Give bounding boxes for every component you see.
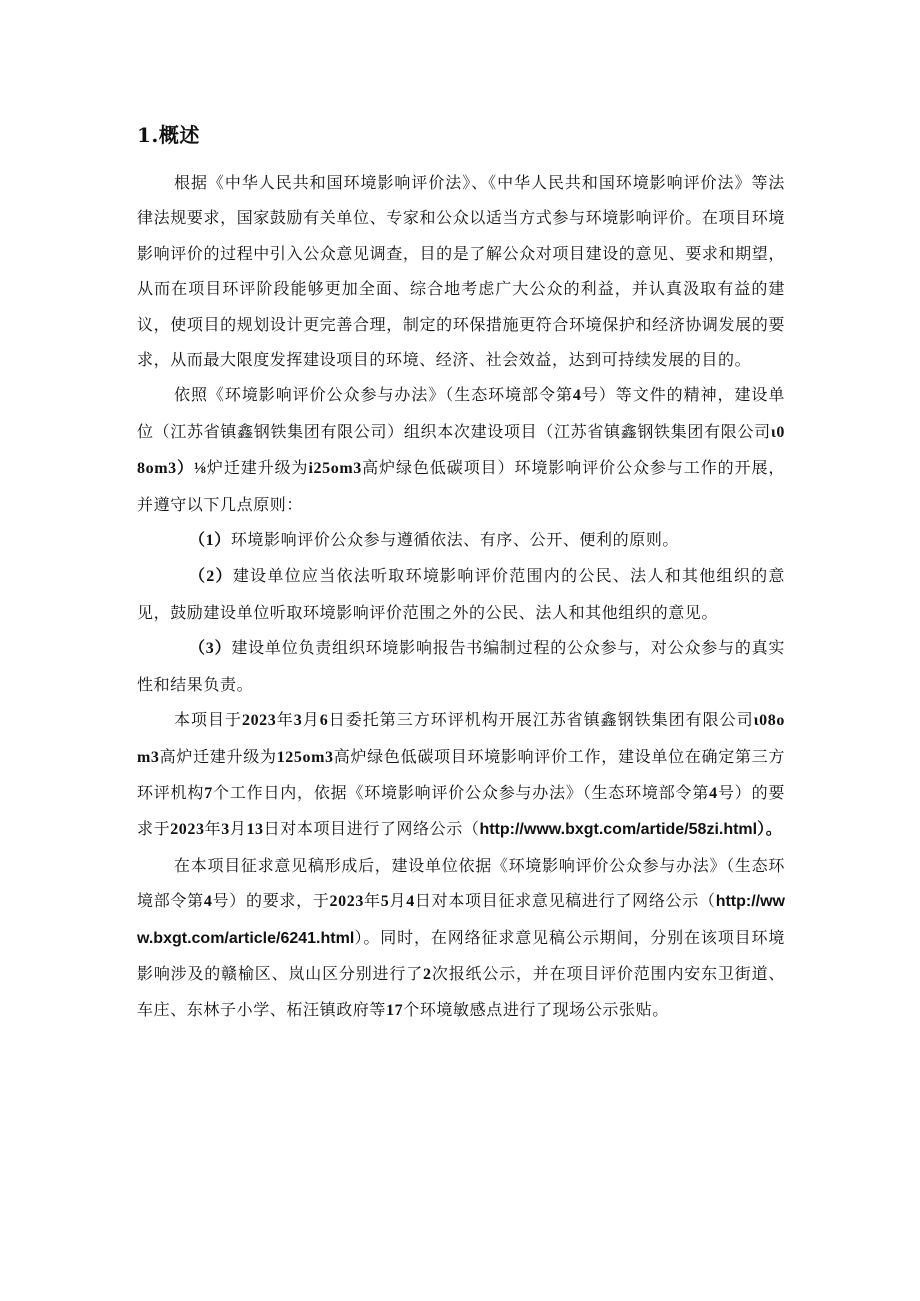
document-body [137,165,785,1029]
date-year: 2023 [170,821,205,839]
text-span: 本项目于 [174,710,242,730]
principle-number: （1） [189,532,231,550]
date-year: 2023 [241,712,277,730]
text-span: 在本项目征求意见稿形成后，建设单位依据《环境影响评价公众参与办法》（生态环境部令第 [137,855,785,911]
principle-text: 建设单位应当依法听取环境影响评价范围内的公民、法人和其他组织的意见，鼓励建设单位听取环境影响评价范围之外的公民、法人和其他组织的意见。 [137,566,785,622]
text-span: 月 [302,710,320,730]
project-volume: ι08om3）⅛ [137,423,785,478]
principle-number: （2） [189,568,233,586]
basis-paragraph [137,377,785,522]
text-span: 年 [204,819,222,839]
date-day: 6 [319,712,329,730]
decree-number: 4 [572,387,582,405]
text-span: 个环境敏感点进行了现场公示张贴。 [403,1000,669,1020]
text-span: 日对本项目进行了网络公示（ [263,819,480,839]
second-publication-paragraph [137,848,785,1029]
text-span: 年 [363,891,381,911]
principle-item [137,630,785,702]
text-span: 年 [276,710,294,730]
principle-number: （3） [189,640,232,658]
text-span: 月 [389,891,407,911]
intro-paragraph: 根据《中华人民共和国环境影响评价法》、《中华人民共和国环境影响评价法》等法律法规要求，国家鼓励有关单位、专家和公众以适当方式参与环境影响评价。在项目环境影响评价的过程中引入公众意见调查，目的是了解公众对项目建设的意见、要求和期望，从而在项目环评阶段能够更加全面、综合地考虑广大公众的利益，并认真汲取有益的建议，使项目的规划设计更完善合理，制定的环保措施更符合环境保护和经济协调发展的要求，从而最大限度发挥建设项目的环境、经济、社会效益，达到可持续发展的目的。 [137,173,785,370]
decree-number: 4 [203,893,213,911]
text-span: 次报纸公示，并在项目评价范围内安东卫街道、车庄、东林子小学、柘汪镇政府等 [137,963,785,1020]
project-volume: 125om3 [276,748,334,766]
text-span: ）。 [757,821,783,839]
text-span: 依照《环境影响评价公众参与办法》（生态环境部令第 [174,385,573,405]
text-span: 日对本项目征求意见稿进行了网络公示（ [414,891,716,911]
publication-url-link[interactable]: http://www.bxgt.com/article/6241.html [137,893,785,947]
working-days: 7 [204,784,213,802]
project-volume: i25om3 [308,460,362,478]
text-span: ）。同时，在网络征求意见稿公示期间，分别在该项目环境影响涉及的赣榆区、岚山区分别进行了 [137,927,785,983]
date-month: 5 [380,893,390,911]
newspaper-count: 2 [423,965,432,983]
principle-text: 建设单位负责组织环境影响报告书编制过程的公众参与，对公众参与的真实性和结果负责。 [137,638,785,694]
text-span: 月 [229,819,247,839]
section-heading: 1.概述 [137,123,200,147]
text-span: 号）的要求于 [137,782,785,839]
date-month: 3 [293,712,303,730]
decree-number: 4 [709,784,718,802]
date-year: 2023 [329,893,364,911]
principle-text: 环境影响评价公众参与遵循依法、有序、公开、便利的原则。 [230,530,680,550]
publication-url-link[interactable]: http://www.bxgt.com/artide/58zi.html [479,821,758,839]
text-span: 号）的要求，于 [212,891,330,911]
date-month: 3 [221,821,230,839]
principle-item [137,522,785,558]
text-span: 炉迁建升级为 [206,458,309,478]
text-span: 个工作日内，依据《环境影响评价公众参与办法》（生态环境部令第 [212,782,710,802]
text-span: 高炉绿色低碳项目）环境影响评价公众参与工作的开展，并遵守以下几点原则： [137,458,785,514]
site-count: 17 [386,1002,404,1020]
text-span: 日委托第三方环评机构开展江苏省镇鑫钢铁集团有限公司 [328,710,754,730]
project-volume: ι08om3 [137,712,785,766]
text-span: 高炉迁建升级为 [159,746,277,766]
first-publication-paragraph [137,702,785,848]
principle-item [137,558,785,630]
date-day: 4 [406,893,415,911]
text-span: 号）等文件的精神，建设单位（江苏省镇鑫钢铁集团有限公司）组织本次建设项目（江苏省镇鑫钢铁集团有限公司 [137,385,785,441]
text-span: 高炉绿色低碳项目环境影响评价工作，建设单位在确定第三方环评机构 [137,746,786,802]
date-day: 13 [246,821,264,839]
